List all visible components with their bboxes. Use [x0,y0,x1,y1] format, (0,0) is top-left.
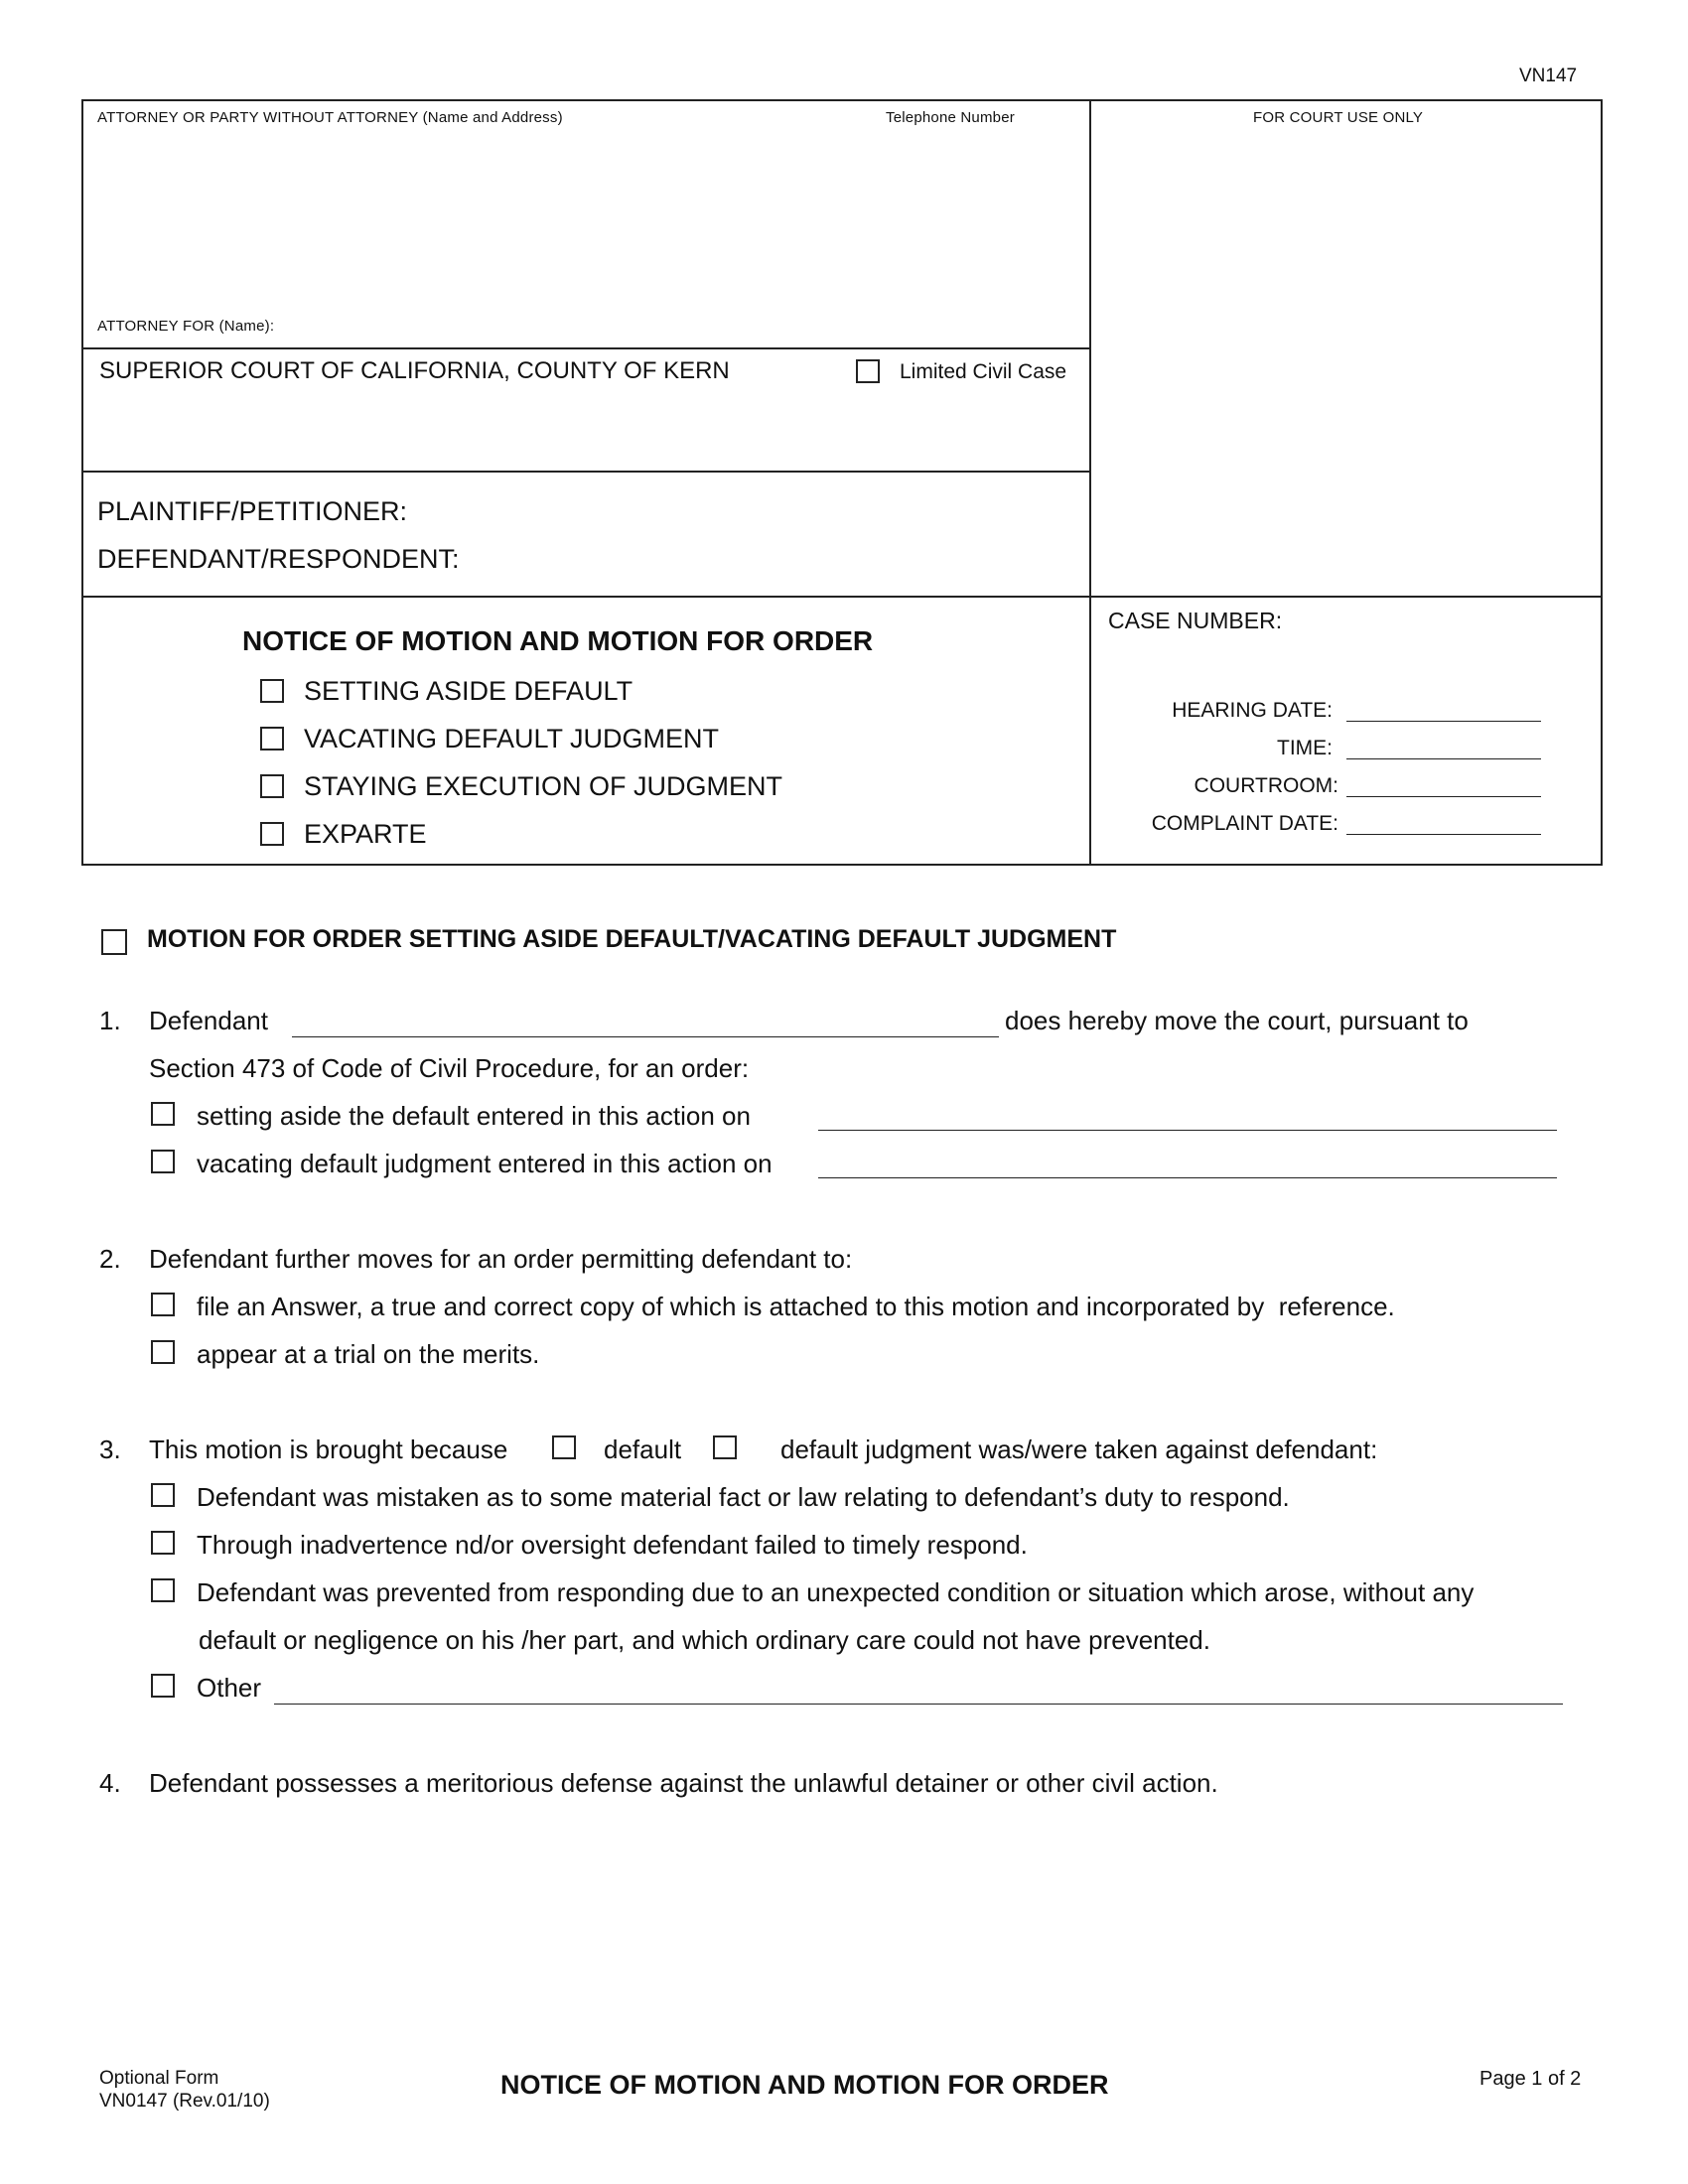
item3a-label: Defendant was mistaken as to some material fact or law relating to defendant’s duty to respond. [197,1482,1290,1512]
footer-form-rev: VN0147 (Rev.01/10) [99,2091,270,2112]
defendant-label: DEFENDANT/RESPONDENT: [97,544,460,574]
exparte-checkbox[interactable] [260,822,284,846]
courtroom-field[interactable] [1346,796,1541,797]
setting-aside-default-checkbox[interactable] [260,679,284,703]
header-top-border [81,99,1603,101]
item2a-checkbox[interactable] [151,1293,175,1316]
staying-execution-label: STAYING EXECUTION OF JUDGMENT [304,771,783,801]
item1-number: 1. [99,1006,121,1035]
setting-aside-default-label: SETTING ASIDE DEFAULT [304,676,633,706]
item1a-checkbox[interactable] [151,1102,175,1126]
item3c-checkbox[interactable] [151,1578,175,1602]
court-name: SUPERIOR COURT OF CALIFORNIA, COUNTY OF KERN [99,357,730,384]
notice-title: NOTICE OF MOTION AND MOTION FOR ORDER [242,625,874,656]
default-checkbox[interactable] [552,1435,576,1459]
form-code: VN147 [1519,66,1578,86]
other-reason-field[interactable] [274,1704,1563,1705]
item4-text: Defendant possesses a meritorious defense against the unlawful detainer or other civil action. [149,1768,1218,1798]
footer-title: NOTICE OF MOTION AND MOTION FOR ORDER [500,2070,1109,2100]
telephone-label: Telephone Number [886,109,1015,126]
item1b-checkbox[interactable] [151,1150,175,1173]
header-right-border [1601,99,1603,866]
court-use-label: FOR COURT USE ONLY [1253,109,1424,126]
item1-defendant-label: Defendant [149,1006,268,1035]
defendant-name-field[interactable] [292,1036,999,1037]
limited-civil-label: Limited Civil Case [900,360,1067,383]
item2b-label: appear at a trial on the merits. [197,1339,540,1369]
court-top-border [81,347,1090,349]
attorney-label: ATTORNEY OR PARTY WITHOUT ATTORNEY (Name and Address) [97,109,563,126]
motion-heading-checkbox[interactable] [101,929,127,955]
default-judgment-label: default judgment was/were taken against defendant: [780,1434,1378,1464]
vacating-default-judgment-label: VACATING DEFAULT JUDGMENT [304,724,720,753]
hearing-date-field[interactable] [1346,721,1541,722]
item3d-label: Other [197,1673,262,1703]
default-label: default [604,1434,682,1464]
item4-number: 4. [99,1768,121,1798]
motion-heading: MOTION FOR ORDER SETTING ASIDE DEFAULT/VACATING DEFAULT JUDGMENT [147,925,1117,953]
item1-does-move: does hereby move the court, pursuant to [1005,1006,1469,1035]
hearing-date-label: HEARING DATE: [1172,699,1333,722]
item2-number: 2. [99,1244,121,1274]
header-left-border [81,99,83,866]
item3b-checkbox[interactable] [151,1531,175,1555]
title-top-border [81,596,1603,598]
item2-text: Defendant further moves for an order permitting defendant to: [149,1244,853,1274]
vacating-default-judgment-checkbox[interactable] [260,727,284,751]
item3a-checkbox[interactable] [151,1483,175,1507]
exparte-label: EXPARTE [304,819,427,849]
item2b-checkbox[interactable] [151,1340,175,1364]
item3-lead: This motion is brought because [149,1434,508,1464]
item1a-label: setting aside the default entered in this action on [197,1101,751,1131]
item3d-checkbox[interactable] [151,1674,175,1698]
limited-civil-checkbox[interactable] [856,359,880,383]
case-number-label: CASE NUMBER: [1108,608,1283,633]
item3b-label: Through inadvertence nd/or oversight defendant failed to timely respond. [197,1530,1028,1560]
plaintiff-label: PLAINTIFF/PETITIONER: [97,496,408,526]
footer-optional-form: Optional Form [99,2068,219,2089]
item2a-label: file an Answer, a true and correct copy of which is attached to this motion and incorporated by reference. [197,1292,1395,1321]
header-bottom-border [81,864,1603,866]
staying-execution-checkbox[interactable] [260,774,284,798]
item3c-label-line1: Defendant was prevented from responding due to an unexpected condition or situation which arose, without any [197,1577,1475,1607]
default-judgment-checkbox[interactable] [713,1435,737,1459]
time-field[interactable] [1346,758,1541,759]
item3-number: 3. [99,1434,121,1464]
courtroom-label: COURTROOM: [1194,774,1338,797]
time-label: TIME: [1277,737,1333,759]
parties-top-border [81,471,1090,473]
complaint-date-field[interactable] [1346,834,1541,835]
complaint-date-label: COMPLAINT DATE: [1151,812,1338,835]
attorney-for-label: ATTORNEY FOR (Name): [97,318,275,335]
item3c-label-line2: default or negligence on his /her part, and which ordinary care could not have prevented. [199,1625,1210,1655]
default-date-field[interactable] [818,1130,1557,1131]
item1-section: Section 473 of Code of Civil Procedure, for an order: [149,1053,750,1083]
footer-page-number: Page 1 of 2 [1479,2068,1582,2090]
item1b-label: vacating default judgment entered in this action on [197,1149,773,1178]
judgment-date-field[interactable] [818,1177,1557,1178]
header-divider [1089,99,1091,866]
